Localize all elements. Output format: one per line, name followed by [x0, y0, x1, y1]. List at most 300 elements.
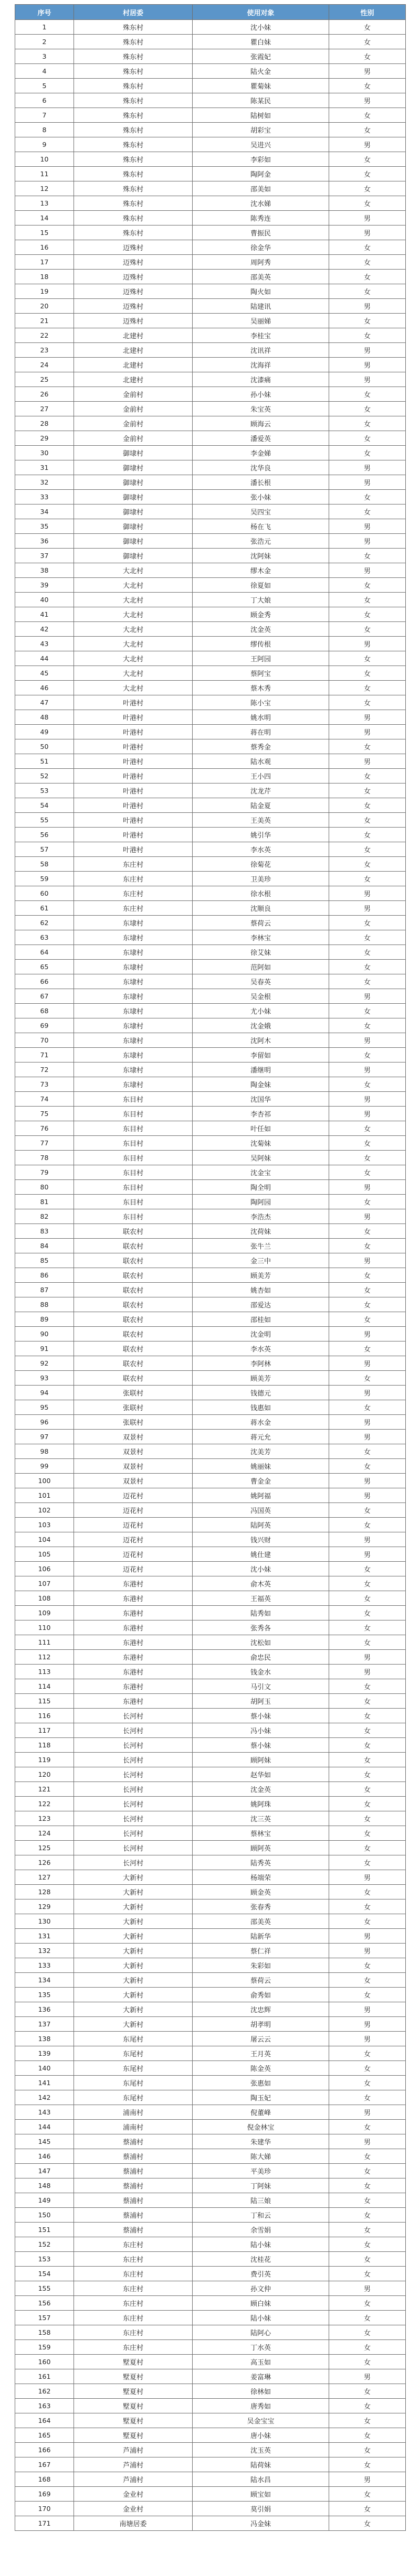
cell-village: 东庄村 [74, 2296, 193, 2311]
table-row [15, 2061, 406, 2076]
table-row [15, 1973, 406, 1988]
header-gender: 性别 [329, 5, 406, 20]
cell-gender: 女 [329, 20, 406, 35]
cell-recipient: 潘长根 [193, 475, 329, 490]
cell-recipient: 沈桂花 [193, 2252, 329, 2267]
cell-gender: 女 [329, 593, 406, 607]
cell-gender: 女 [329, 1738, 406, 1753]
cell-index: 18 [15, 270, 74, 284]
cell-index: 60 [15, 886, 74, 901]
cell-index: 35 [15, 519, 74, 534]
cell-index: 37 [15, 549, 74, 563]
cell-gender: 男 [329, 137, 406, 152]
cell-gender: 男 [329, 2472, 406, 2487]
cell-index: 28 [15, 416, 74, 431]
table-row [15, 240, 406, 255]
table-row [15, 1136, 406, 1151]
table-row [15, 1121, 406, 1136]
cell-recipient: 吴进兴 [193, 137, 329, 152]
table-row [15, 960, 406, 974]
cell-gender: 女 [329, 1899, 406, 1914]
cell-index: 121 [15, 1782, 74, 1797]
cell-recipient: 吴丽娣 [193, 314, 329, 328]
table-row [15, 328, 406, 343]
cell-index: 90 [15, 1327, 74, 1341]
cell-gender: 男 [329, 534, 406, 549]
cell-index: 30 [15, 446, 74, 460]
cell-village: 东庄村 [74, 2325, 193, 2340]
cell-gender: 女 [329, 651, 406, 666]
cell-gender: 女 [329, 2296, 406, 2311]
table-row [15, 2134, 406, 2149]
cell-recipient: 沈小妹 [193, 20, 329, 35]
cell-village: 东港村 [74, 1576, 193, 1591]
cell-recipient: 徐艾妹 [193, 945, 329, 960]
table-row [15, 2369, 406, 2384]
cell-gender: 男 [329, 886, 406, 901]
cell-village: 蔡浦村 [74, 2193, 193, 2208]
cell-gender: 女 [329, 123, 406, 137]
cell-gender: 女 [329, 1444, 406, 1459]
table-row [15, 857, 406, 872]
cell-gender: 女 [329, 622, 406, 637]
cell-recipient: 杨端荣 [193, 1870, 329, 1885]
table-row [15, 754, 406, 769]
cell-village: 东埭村 [74, 1077, 193, 1092]
table-row [15, 2090, 406, 2105]
cell-index: 97 [15, 1430, 74, 1444]
table-row [15, 1797, 406, 1811]
cell-recipient: 吴四宝 [193, 505, 329, 519]
cell-recipient: 蔡林宝 [193, 1826, 329, 1841]
cell-recipient: 冯金妹 [193, 2516, 329, 2531]
cell-village: 蔡浦村 [74, 2208, 193, 2223]
cell-index: 125 [15, 1841, 74, 1855]
cell-gender: 女 [329, 769, 406, 783]
table-row [15, 2399, 406, 2413]
table-row [15, 783, 406, 798]
cell-index: 26 [15, 387, 74, 402]
cell-gender: 女 [329, 1635, 406, 1650]
cell-recipient: 徐金华 [193, 240, 329, 255]
cell-index: 44 [15, 651, 74, 666]
cell-index: 161 [15, 2369, 74, 2384]
cell-index: 89 [15, 1312, 74, 1327]
cell-index: 29 [15, 431, 74, 446]
table-row [15, 1209, 406, 1224]
cell-gender: 女 [329, 196, 406, 211]
cell-gender: 男 [329, 901, 406, 916]
cell-recipient: 孙文仲 [193, 2281, 329, 2296]
cell-village: 叶港村 [74, 828, 193, 842]
cell-village: 叶港村 [74, 783, 193, 798]
cell-recipient: 杨在飞 [193, 519, 329, 534]
cell-index: 122 [15, 1797, 74, 1811]
cell-index: 106 [15, 1562, 74, 1576]
cell-village: 大新村 [74, 1899, 193, 1914]
cell-index: 23 [15, 343, 74, 358]
cell-index: 71 [15, 1048, 74, 1062]
cell-recipient: 丁水英 [193, 2340, 329, 2355]
cell-gender: 女 [329, 1709, 406, 1723]
cell-village: 东尾村 [74, 2061, 193, 2076]
table-row [15, 284, 406, 299]
cell-index: 164 [15, 2413, 74, 2428]
cell-index: 145 [15, 2134, 74, 2149]
cell-recipient: 李杏祁 [193, 1107, 329, 1121]
cell-index: 9 [15, 137, 74, 152]
cell-index: 80 [15, 1180, 74, 1195]
cell-village: 东港村 [74, 1620, 193, 1635]
cell-recipient: 平美珍 [193, 2164, 329, 2178]
cell-village: 迈花村 [74, 1532, 193, 1547]
cell-gender: 女 [329, 49, 406, 64]
cell-recipient: 冯小妹 [193, 1723, 329, 1738]
cell-gender: 女 [329, 1048, 406, 1062]
cell-gender: 女 [329, 284, 406, 299]
cell-gender: 女 [329, 314, 406, 328]
table-row [15, 505, 406, 519]
cell-recipient: 缪木金 [193, 563, 329, 578]
cell-index: 50 [15, 739, 74, 754]
cell-recipient: 姜富琳 [193, 2369, 329, 2384]
cell-index: 141 [15, 2076, 74, 2090]
cell-recipient: 张春秀 [193, 1899, 329, 1914]
cell-index: 103 [15, 1518, 74, 1532]
cell-gender: 女 [329, 1459, 406, 1474]
cell-recipient: 顾美芳 [193, 1268, 329, 1283]
cell-index: 62 [15, 916, 74, 930]
cell-index: 160 [15, 2355, 74, 2369]
cell-village: 张联村 [74, 1386, 193, 1400]
cell-recipient: 徐菊花 [193, 857, 329, 872]
table-row [15, 1195, 406, 1209]
table-row [15, 1826, 406, 1841]
cell-gender: 女 [329, 2267, 406, 2281]
cell-recipient: 蔡荷云 [193, 916, 329, 930]
cell-gender: 女 [329, 1400, 406, 1415]
cell-recipient: 陈秀连 [193, 211, 329, 226]
cell-index: 27 [15, 402, 74, 416]
table-row [15, 1855, 406, 1870]
cell-gender: 女 [329, 1753, 406, 1767]
table-row [15, 1620, 406, 1635]
cell-village: 张联村 [74, 1415, 193, 1430]
cell-village: 大新村 [74, 1958, 193, 1973]
table-row [15, 1165, 406, 1180]
table-row [15, 1180, 406, 1195]
table-row [15, 1503, 406, 1518]
cell-village: 东庄村 [74, 2340, 193, 2355]
cell-index: 54 [15, 798, 74, 813]
cell-index: 21 [15, 314, 74, 328]
cell-gender: 女 [329, 255, 406, 270]
cell-recipient: 沈金英 [193, 1782, 329, 1797]
cell-gender: 女 [329, 181, 406, 196]
table-row [15, 1606, 406, 1620]
cell-recipient: 邵美如 [193, 181, 329, 196]
cell-village: 东港村 [74, 1591, 193, 1606]
table-row [15, 358, 406, 372]
cell-recipient: 高玉如 [193, 2355, 329, 2369]
cell-index: 15 [15, 226, 74, 240]
cell-index: 128 [15, 1885, 74, 1899]
table-row [15, 49, 406, 64]
table-row [15, 270, 406, 284]
table-row [15, 314, 406, 328]
cell-index: 75 [15, 1107, 74, 1121]
cell-index: 112 [15, 1650, 74, 1665]
cell-recipient: 费引英 [193, 2267, 329, 2281]
cell-index: 136 [15, 2002, 74, 2017]
table-row [15, 872, 406, 886]
cell-recipient: 沈荷妹 [193, 1224, 329, 1239]
table-row [15, 1415, 406, 1430]
table-row [15, 1547, 406, 1562]
cell-recipient: 叶任如 [193, 1121, 329, 1136]
cell-recipient: 倪董峰 [193, 2105, 329, 2120]
table-row [15, 2046, 406, 2061]
cell-recipient: 徐林如 [193, 2384, 329, 2399]
cell-gender: 女 [329, 1371, 406, 1386]
table-row [15, 2457, 406, 2472]
table-row [15, 446, 406, 460]
cell-recipient: 李彩如 [193, 152, 329, 167]
cell-index: 100 [15, 1474, 74, 1488]
table-row [15, 2472, 406, 2487]
cell-recipient: 李浩杰 [193, 1209, 329, 1224]
cell-recipient: 沈顺良 [193, 901, 329, 916]
cell-gender: 女 [329, 35, 406, 49]
cell-index: 131 [15, 1929, 74, 1944]
cell-gender: 男 [329, 372, 406, 387]
cell-recipient: 张小妹 [193, 490, 329, 505]
table-row [15, 1224, 406, 1239]
cell-recipient: 顾阿妹 [193, 1753, 329, 1767]
table-row [15, 1386, 406, 1400]
table-row [15, 1841, 406, 1855]
cell-recipient: 唐小妹 [193, 2428, 329, 2443]
cell-village: 东目村 [74, 1136, 193, 1151]
cell-gender: 女 [329, 974, 406, 989]
table-row [15, 1929, 406, 1944]
cell-gender: 女 [329, 1503, 406, 1518]
cell-recipient: 陆小妹 [193, 2237, 329, 2252]
cell-village: 联农村 [74, 1341, 193, 1356]
cell-village: 迈殊村 [74, 270, 193, 284]
cell-gender: 男 [329, 1488, 406, 1503]
table-row [15, 1341, 406, 1356]
cell-recipient: 俞秀如 [193, 1988, 329, 2002]
cell-gender: 女 [329, 2443, 406, 2457]
cell-village: 迈殊村 [74, 299, 193, 314]
cell-village: 殊东村 [74, 181, 193, 196]
cell-village: 南塘居委 [74, 2516, 193, 2531]
cell-index: 20 [15, 299, 74, 314]
cell-recipient: 蔡阿宝 [193, 666, 329, 681]
cell-village: 大北村 [74, 622, 193, 637]
cell-village: 联农村 [74, 1253, 193, 1268]
cell-index: 152 [15, 2237, 74, 2252]
cell-village: 东目村 [74, 1121, 193, 1136]
cell-village: 东港村 [74, 1679, 193, 1694]
cell-index: 87 [15, 1283, 74, 1297]
cell-recipient: 赵华如 [193, 1767, 329, 1782]
cell-recipient: 陆水昌 [193, 2472, 329, 2487]
cell-village: 殊东村 [74, 108, 193, 123]
cell-village: 迈花村 [74, 1503, 193, 1518]
table-row [15, 343, 406, 358]
cell-gender: 女 [329, 2237, 406, 2252]
cell-gender: 女 [329, 2355, 406, 2369]
cell-recipient: 陆秀英 [193, 1855, 329, 1870]
cell-index: 159 [15, 2340, 74, 2355]
table-row [15, 945, 406, 960]
cell-index: 169 [15, 2487, 74, 2502]
table-row [15, 2105, 406, 2120]
cell-recipient: 顾美芳 [193, 1371, 329, 1386]
cell-index: 79 [15, 1165, 74, 1180]
cell-village: 御埭村 [74, 490, 193, 505]
cell-village: 东埭村 [74, 974, 193, 989]
cell-gender: 男 [329, 93, 406, 108]
cell-index: 116 [15, 1709, 74, 1723]
cell-village: 联农村 [74, 1239, 193, 1253]
cell-village: 东尾村 [74, 2076, 193, 2090]
cell-village: 双景村 [74, 1444, 193, 1459]
cell-index: 59 [15, 872, 74, 886]
cell-gender: 女 [329, 1855, 406, 1870]
table-row [15, 1004, 406, 1018]
cell-index: 64 [15, 945, 74, 960]
cell-gender: 女 [329, 1224, 406, 1239]
cell-gender: 女 [329, 2120, 406, 2134]
table-row [15, 549, 406, 563]
table-row [15, 681, 406, 695]
table-row [15, 2237, 406, 2252]
cell-village: 东目村 [74, 1092, 193, 1107]
cell-village: 长河村 [74, 1855, 193, 1870]
cell-index: 13 [15, 196, 74, 211]
cell-index: 40 [15, 593, 74, 607]
cell-gender: 女 [329, 1826, 406, 1841]
table-row [15, 1092, 406, 1107]
cell-gender: 男 [329, 1929, 406, 1944]
table-row [15, 1356, 406, 1371]
cell-recipient: 李金娣 [193, 446, 329, 460]
table-row [15, 2002, 406, 2017]
cell-gender: 女 [329, 916, 406, 930]
cell-index: 165 [15, 2428, 74, 2443]
cell-recipient: 蔡秀金 [193, 739, 329, 754]
cell-village: 大北村 [74, 651, 193, 666]
cell-gender: 女 [329, 739, 406, 754]
table-row [15, 2340, 406, 2355]
cell-gender: 女 [329, 798, 406, 813]
cell-village: 长河村 [74, 1826, 193, 1841]
cell-gender: 女 [329, 872, 406, 886]
cell-recipient: 邵桂如 [193, 1312, 329, 1327]
cell-index: 107 [15, 1576, 74, 1591]
cell-gender: 女 [329, 1239, 406, 1253]
cell-recipient: 冯国英 [193, 1503, 329, 1518]
table-row [15, 1430, 406, 1444]
cell-index: 69 [15, 1018, 74, 1033]
cell-gender: 女 [329, 549, 406, 563]
cell-gender: 女 [329, 490, 406, 505]
cell-gender: 男 [329, 1107, 406, 1121]
cell-village: 蔡浦村 [74, 2223, 193, 2237]
cell-recipient: 曹金金 [193, 1474, 329, 1488]
cell-village: 东目村 [74, 1180, 193, 1195]
cell-recipient: 沈金娥 [193, 1018, 329, 1033]
cell-index: 52 [15, 769, 74, 783]
cell-gender: 女 [329, 1283, 406, 1297]
table-row [15, 2032, 406, 2046]
cell-index: 120 [15, 1767, 74, 1782]
cell-gender: 女 [329, 2178, 406, 2193]
cell-gender: 女 [329, 2223, 406, 2237]
cell-index: 143 [15, 2105, 74, 2120]
cell-gender: 男 [329, 2017, 406, 2032]
cell-gender: 女 [329, 2487, 406, 2502]
table-row [15, 916, 406, 930]
cell-village: 东庄村 [74, 886, 193, 901]
cell-gender: 女 [329, 167, 406, 181]
cell-index: 99 [15, 1459, 74, 1474]
table-row [15, 607, 406, 622]
cell-recipient: 张牛兰 [193, 1239, 329, 1253]
cell-village: 御埭村 [74, 475, 193, 490]
cell-village: 北建村 [74, 343, 193, 358]
cell-village: 芦浦村 [74, 2472, 193, 2487]
cell-village: 东目村 [74, 1209, 193, 1224]
cell-village: 殊东村 [74, 152, 193, 167]
cell-index: 163 [15, 2399, 74, 2413]
cell-index: 32 [15, 475, 74, 490]
cell-recipient: 潘继明 [193, 1062, 329, 1077]
cell-recipient: 陆秀如 [193, 1606, 329, 1620]
cell-gender: 女 [329, 2325, 406, 2340]
cell-recipient: 吴阿妹 [193, 1151, 329, 1165]
cell-index: 150 [15, 2208, 74, 2223]
cell-gender: 女 [329, 1297, 406, 1312]
cell-village: 御埭村 [74, 549, 193, 563]
cell-village: 长河村 [74, 1709, 193, 1723]
cell-gender: 男 [329, 1062, 406, 1077]
cell-index: 48 [15, 710, 74, 725]
cell-village: 大北村 [74, 637, 193, 651]
cell-village: 东港村 [74, 1694, 193, 1709]
cell-index: 124 [15, 1826, 74, 1841]
cell-index: 111 [15, 1635, 74, 1650]
cell-village: 殊东村 [74, 226, 193, 240]
cell-recipient: 沈小妹 [193, 1562, 329, 1576]
cell-village: 御埭村 [74, 446, 193, 460]
cell-index: 24 [15, 358, 74, 372]
table-row [15, 93, 406, 108]
cell-gender: 男 [329, 343, 406, 358]
cell-village: 东目村 [74, 1151, 193, 1165]
table-row [15, 2223, 406, 2237]
cell-index: 93 [15, 1371, 74, 1386]
cell-recipient: 胡孝明 [193, 2017, 329, 2032]
cell-index: 22 [15, 328, 74, 343]
cell-recipient: 陆小妹 [193, 2311, 329, 2325]
cell-gender: 女 [329, 1518, 406, 1532]
table-row [15, 1738, 406, 1753]
cell-gender: 女 [329, 1782, 406, 1797]
